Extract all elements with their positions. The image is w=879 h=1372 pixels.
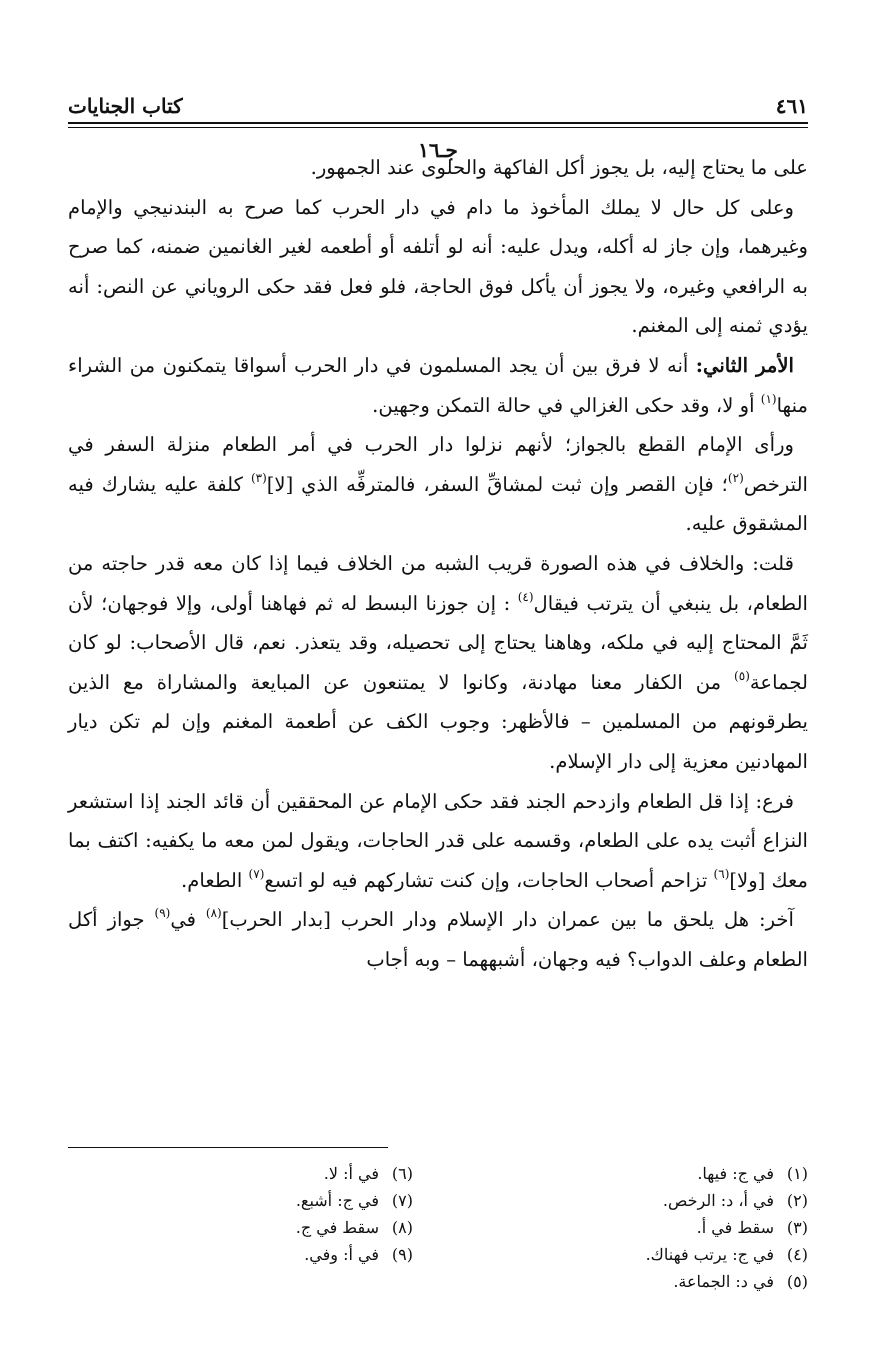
footnote-text: في ج: أشبع. [295, 1191, 379, 1210]
footnote-text: سقط في أ. [696, 1218, 774, 1237]
text-run: أو لا، وقد حكى الغزالي في حالة التمكن وجهين. [372, 393, 761, 417]
footnote [468, 1268, 808, 1295]
text-run: جواز أكل الطعام وعلف الدواب؟ فيه وجهان، أشبههما – وبه أجاب [68, 908, 808, 971]
footnote [468, 1160, 808, 1187]
footnote [468, 1214, 808, 1241]
text-run: وعلى كل حال لا يملك المأخوذ ما دام في دار الحرب كما صرح به البندنيجي والإمام وغيرهما، وإن جاز له أكله، ويدل عليه: أنه لو أتلفه أو أطعمه لغير الغانمين ضمنه، كما صرح به الرافعي وغيره، ولا يجوز أن يأكل فوق الحاجة، فلو فعل فقد حكى الروياني عن النص: أنه يؤدي ثمنه إلى المغنم. [68, 195, 808, 338]
text-run: تزاحم أصحاب الحاجات، وإن كنت تشاركهم فيه لو اتسع [264, 868, 714, 892]
footnote [73, 1160, 413, 1187]
footnote-text: في د: الجماعة. [673, 1272, 774, 1291]
text-run: ؛ فإن القصر وإن ثبت لمشاقِّ السفر، فالمترفِّه الذي [لا] [266, 472, 728, 496]
paragraph [68, 425, 808, 544]
footnote [73, 1214, 413, 1241]
footnotes [68, 1160, 808, 1350]
footnote [468, 1187, 808, 1214]
footnote [73, 1241, 413, 1268]
book-title: كتاب الجنايات [68, 94, 183, 118]
paragraph-lead: الأمر الثاني: [695, 353, 794, 377]
footnote-number: (٨) [391, 1218, 413, 1237]
footnote-separator [68, 1147, 388, 1148]
footnote-number: (٦) [391, 1164, 413, 1183]
footnote-text: في ج: فيها. [697, 1164, 774, 1183]
footnote-text: في أ: لا. [323, 1164, 379, 1183]
footnotes-left-column [73, 1160, 413, 1268]
footnotes-right-column [468, 1160, 808, 1295]
footnote [468, 1241, 808, 1268]
footnote-ref: (١) [760, 391, 777, 406]
text-run: أنه لا فرق بين أن يجد المسلمون في دار الحرب أسواقا يتمكنون من الشراء منها [68, 353, 808, 417]
footnote-number: (٢) [786, 1191, 808, 1210]
paragraph [68, 188, 808, 346]
footnote-ref: (٣) [250, 470, 267, 485]
footnote [73, 1187, 413, 1214]
main-text [68, 148, 808, 979]
text-run: على ما يحتاج إليه، بل يجوز أكل الفاكهة والحلوى عند الجمهور. [310, 156, 808, 179]
footnote-number: (٤) [786, 1245, 808, 1264]
footnote-text: سقط في ج. [295, 1218, 379, 1237]
text-run: : إن جوزنا البسط له ثم فهاهنا أولى، وإلا فوجهان؛ لأن ثَمَّ المحتاج إليه في ملكه، وهاهنا يحتاج إلى تحصيله، وقد يتعذر. نعم، قال الأصحاب: لو كان لجماعة [68, 591, 808, 694]
book-page [68, 78, 808, 979]
volume-label: جـ١٦ [418, 138, 458, 162]
footnote-number: (٧) [391, 1191, 413, 1210]
footnote-number: (٩) [391, 1245, 413, 1264]
footnote-number: (١) [786, 1164, 808, 1183]
page-number: ٤٦١ [775, 94, 808, 118]
footnote-ref: (٩) [154, 906, 171, 921]
text-run: قلت: والخلاف في هذه الصورة قريب الشبه من الخلاف فيما إذا كان معه قدر حاجته من الطعام، بل ينبغي أن يترتب فيقال [68, 551, 808, 615]
footnote-text: في أ، د: الرخص. [662, 1191, 774, 1210]
text-run: من الكفار معنا مهادنة، وكانوا لا يمتنعون عن المبايعة والمشاراة مع الذين يطرقونهم من المسلمين – فالأظهر: وجوب الكف عن أطعمة المغنم وإن لم تكن ديار المهادنين معزية إلى دار الإسلام. [68, 670, 808, 773]
text-run: ورأى الإمام القطع بالجواز؛ لأنهم نزلوا دار الحرب في أمر الطعام منزلة السفر في الترخص [68, 433, 809, 496]
footnote-number: (٣) [786, 1218, 808, 1237]
paragraph [68, 544, 808, 782]
footnote-number: (٥) [786, 1272, 808, 1291]
paragraph [68, 782, 808, 901]
text-run: كلفة عليه يشارك فيه المشقوق عليه. [68, 472, 808, 536]
text-run: فرع: إذا قل الطعام وازدحم الجند فقد حكى الإمام عن المحققين أن قائد الجند إذا استشعر النزاع أثبت يده على الطعام، وقسمه على قدر الحاجات، ويقول لمن معه ما يكفيه: اكتف بما معك [ولا] [68, 789, 808, 892]
running-header [68, 78, 808, 162]
footnote-text: في أ: وفي. [304, 1245, 379, 1264]
footnote-ref: (٨) [205, 906, 222, 921]
footnote-ref: (٢) [727, 470, 744, 485]
text-run: آخر: هل يلحق ما بين عمران دار الإسلام ودار الحرب [بدار الحرب] [221, 908, 794, 932]
text-run: في [170, 908, 206, 932]
footnote-text: في ج: يرتب فهناك. [645, 1245, 774, 1264]
footnote-ref: (٦) [713, 866, 730, 881]
footnote-ref: (٧) [248, 866, 265, 881]
paragraph [68, 346, 808, 425]
footnote-ref: (٤) [517, 589, 534, 604]
footnote-ref: (٥) [734, 668, 750, 683]
text-run: الطعام. [181, 868, 249, 892]
paragraph [68, 900, 808, 979]
